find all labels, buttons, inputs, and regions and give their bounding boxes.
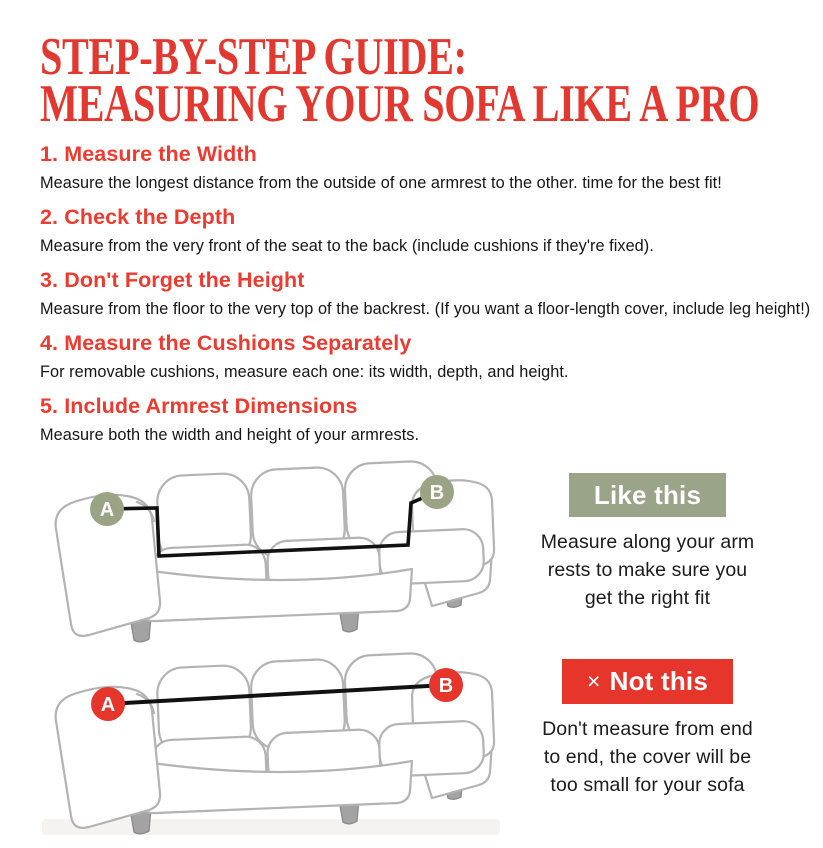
step-3-body: Measure from the floor to the very top of the backrest. (If you want a floor-length cover, include leg height!) <box>40 300 811 318</box>
incorrect-example-caption: Don't measure from end to end, the cover will be too small for your sofa <box>542 718 753 796</box>
not-this-badge <box>562 659 733 704</box>
incorrect-sofa-figure <box>40 651 506 843</box>
point-a-label: A <box>99 499 115 521</box>
step-1 <box>40 142 823 193</box>
incorrect-example-panel <box>512 651 783 843</box>
not-this-badge-label: Not this <box>609 666 708 696</box>
page-title-line-2: MEASURING YOUR SOFA LIKE A PRO <box>40 75 760 133</box>
step-4-body: For removable cushions, measure each one: its width, depth, and height. <box>40 363 569 381</box>
step-5-body: Measure both the width and height of your armrests. <box>40 426 420 444</box>
step-2-body: Measure from the very front of the seat to the back (include cushions if they're fixed). <box>40 237 654 255</box>
point-b-label: B <box>429 482 445 504</box>
examples-section <box>40 459 823 843</box>
sofa-illustration-incorrect <box>40 651 506 843</box>
point-b-label: B <box>438 675 454 697</box>
step-1-body: Measure the longest distance from the outside of one armrest to the other. time for the best fit! <box>40 174 722 192</box>
step-2 <box>40 205 823 256</box>
point-b-marker <box>420 475 454 509</box>
steps-list <box>40 142 823 445</box>
point-b-marker <box>429 668 463 702</box>
point-a-marker <box>91 687 125 721</box>
sofa-line-drawing <box>56 652 494 833</box>
correct-sofa-figure <box>40 459 506 651</box>
correct-example-caption: Measure along your arm rests to make sure you get the right fit <box>540 531 755 609</box>
step-3 <box>40 268 823 319</box>
sofa-illustration-correct <box>40 459 506 651</box>
page-title <box>40 28 823 133</box>
step-3-heading: 3. Don't Forget the Height <box>40 268 305 292</box>
step-4-heading: 4. Measure the Cushions Separately <box>40 331 412 355</box>
step-1-heading: 1. Measure the Width <box>40 142 257 166</box>
point-a-marker <box>90 492 124 526</box>
step-5 <box>40 394 823 445</box>
point-a-label: A <box>100 694 116 716</box>
step-4 <box>40 331 823 382</box>
like-this-badge <box>569 473 726 517</box>
like-this-badge-label: Like this <box>593 480 702 510</box>
correct-example-panel <box>512 459 783 651</box>
x-icon: × <box>586 668 601 694</box>
step-5-heading: 5. Include Armrest Dimensions <box>40 394 358 418</box>
page-title-line-1: STEP-BY-STEP GUIDE: <box>40 28 467 86</box>
step-2-heading: 2. Check the Depth <box>40 205 236 229</box>
